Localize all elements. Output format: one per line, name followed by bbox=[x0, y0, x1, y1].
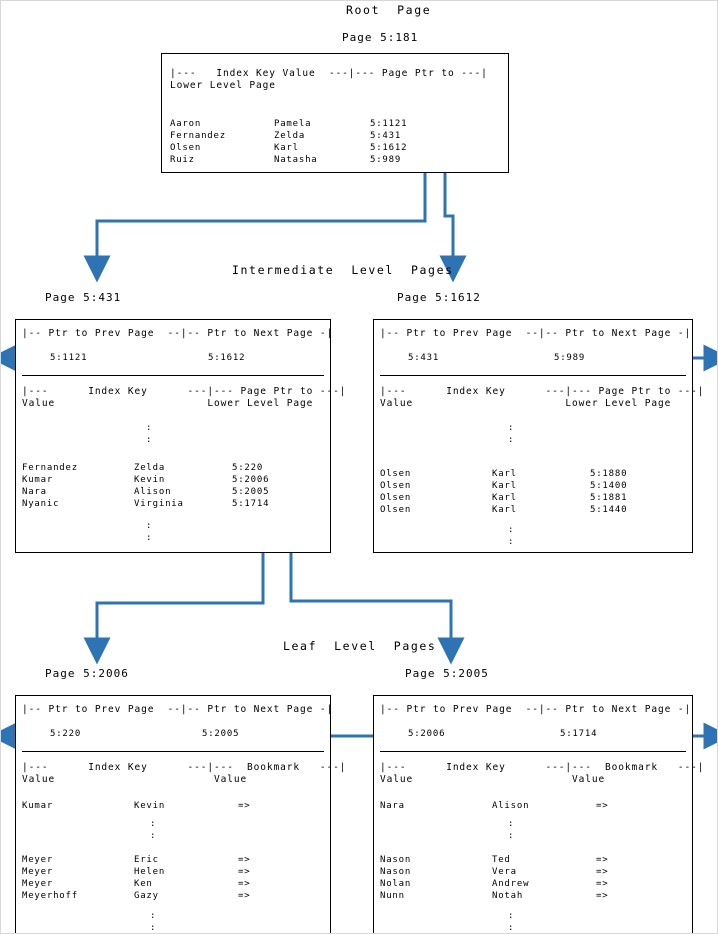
ellipsis-dot: : bbox=[146, 521, 153, 531]
leaf-page-label-1: Page 5:2006 bbox=[45, 667, 129, 680]
index-value: Eric bbox=[134, 855, 159, 865]
divider bbox=[22, 375, 324, 376]
root-row-value: Natasha bbox=[274, 155, 318, 165]
ptr-header: |-- Ptr to Prev Page --|-- Ptr to Next Page -| bbox=[22, 704, 334, 715]
ellipsis-dot: : bbox=[150, 819, 157, 829]
root-row-key: Aaron bbox=[170, 119, 202, 129]
ellipsis-dot: : bbox=[146, 435, 153, 445]
col-header-line1: |--- Index Key ---|--- Bookmark ---| bbox=[22, 762, 347, 773]
bookmark-value[interactable]: => bbox=[596, 867, 609, 877]
index-key: Olsen bbox=[380, 493, 412, 503]
bookmark-value[interactable]: => bbox=[596, 879, 609, 889]
leaf-page-box-1[interactable] bbox=[15, 695, 347, 934]
page-ptr[interactable]: 5:2006 bbox=[232, 475, 270, 485]
ellipsis-dot: : bbox=[146, 423, 153, 433]
prev-page-ptr[interactable]: 5:2006 bbox=[408, 729, 446, 739]
index-value: Vera bbox=[492, 867, 517, 877]
root-row-value: Pamela bbox=[274, 119, 312, 129]
index-value: Kevin bbox=[134, 475, 166, 485]
index-key: Nason bbox=[380, 867, 412, 877]
index-value: Alison bbox=[134, 487, 172, 497]
bookmark-value[interactable]: => bbox=[238, 879, 251, 889]
index-key: Olsen bbox=[380, 469, 412, 479]
index-key: Kumar bbox=[22, 475, 54, 485]
bookmark-value[interactable]: => bbox=[238, 867, 251, 877]
root-row-ptr[interactable]: 5:1612 bbox=[370, 143, 408, 153]
page-ptr[interactable]: 5:220 bbox=[232, 463, 264, 473]
index-key: Nara bbox=[380, 801, 405, 811]
next-page-ptr[interactable]: 5:989 bbox=[554, 353, 586, 363]
index-key: Nolan bbox=[380, 879, 412, 889]
index-key: Kumar bbox=[22, 801, 54, 811]
root-row-ptr[interactable]: 5:431 bbox=[370, 131, 402, 141]
index-key: Olsen bbox=[380, 481, 412, 491]
index-key: Olsen bbox=[380, 505, 412, 515]
index-key: Nyanic bbox=[22, 499, 60, 509]
next-page-ptr[interactable]: 5:1714 bbox=[560, 729, 598, 739]
page-ptr[interactable]: 5:2005 bbox=[232, 487, 270, 497]
index-key: Meyer bbox=[22, 867, 54, 877]
leaf-level-title: Leaf Level Pages bbox=[283, 639, 437, 653]
bookmark-value[interactable]: => bbox=[596, 801, 609, 811]
ellipsis-dot: : bbox=[508, 923, 515, 933]
root-row-ptr[interactable]: 5:989 bbox=[370, 155, 402, 165]
ellipsis-dot: : bbox=[508, 831, 515, 841]
index-value: Gazy bbox=[134, 891, 159, 901]
bookmark-value[interactable]: => bbox=[238, 801, 251, 811]
next-page-ptr[interactable]: 5:2005 bbox=[202, 729, 240, 739]
page-ptr[interactable]: 5:1881 bbox=[590, 493, 628, 503]
index-value: Helen bbox=[134, 867, 166, 877]
prev-page-ptr[interactable]: 5:1121 bbox=[50, 353, 88, 363]
index-value: Karl bbox=[492, 505, 517, 515]
col-header-line2: Value Value bbox=[22, 774, 248, 785]
root-row-value: Zelda bbox=[274, 131, 306, 141]
ellipsis-dot: : bbox=[508, 537, 515, 547]
index-value: Karl bbox=[492, 481, 517, 491]
ellipsis-dot: : bbox=[150, 923, 157, 933]
bookmark-value[interactable]: => bbox=[596, 855, 609, 865]
intermediate-page-label-2: Page 5:1612 bbox=[397, 291, 481, 304]
divider bbox=[22, 751, 324, 752]
index-key: Nunn bbox=[380, 891, 405, 901]
intermediate-page-label-1: Page 5:431 bbox=[45, 291, 122, 304]
bookmark-value[interactable]: => bbox=[596, 891, 609, 901]
index-key: Nara bbox=[22, 487, 47, 497]
root-row-value: Karl bbox=[274, 143, 299, 153]
index-key: Fernandez bbox=[22, 463, 78, 473]
root-page-label: Page 5:181 bbox=[342, 31, 419, 44]
prev-page-ptr[interactable]: 5:431 bbox=[408, 353, 440, 363]
ellipsis-dot: : bbox=[508, 423, 515, 433]
divider bbox=[380, 751, 686, 752]
root-page-header-line1: |--- Index Key Value ---|--- Page Ptr to ---| bbox=[170, 68, 488, 79]
intermediate-page-box-1[interactable] bbox=[15, 319, 347, 553]
root-page-box[interactable] bbox=[161, 53, 509, 173]
ptr-header: |-- Ptr to Prev Page --|-- Ptr to Next Page -| bbox=[380, 328, 692, 339]
root-row-key: Olsen bbox=[170, 143, 202, 153]
col-header-line2: Value Lower Level Page bbox=[22, 398, 314, 409]
index-key: Nason bbox=[380, 855, 412, 865]
ellipsis-dot: : bbox=[508, 435, 515, 445]
index-value: Andrew bbox=[492, 879, 530, 889]
col-header-line1: |--- Index Key ---|--- Bookmark ---| bbox=[380, 762, 705, 773]
intermediate-level-title: Intermediate Level Pages bbox=[232, 263, 454, 277]
ellipsis-dot: : bbox=[150, 831, 157, 841]
page-ptr[interactable]: 5:1880 bbox=[590, 469, 628, 479]
index-value: Kevin bbox=[134, 801, 166, 811]
prev-page-ptr[interactable]: 5:220 bbox=[50, 729, 82, 739]
intermediate-page-box-2[interactable] bbox=[373, 319, 705, 553]
ptr-header: |-- Ptr to Prev Page --|-- Ptr to Next Page -| bbox=[22, 328, 334, 339]
leaf-page-label-2: Page 5:2005 bbox=[405, 667, 489, 680]
index-key: Meyer bbox=[22, 879, 54, 889]
index-key: Meyer bbox=[22, 855, 54, 865]
page-ptr[interactable]: 5:1440 bbox=[590, 505, 628, 515]
root-level-title: Root Page bbox=[346, 3, 432, 17]
ellipsis-dot: : bbox=[146, 533, 153, 543]
root-row-key: Ruiz bbox=[170, 155, 195, 165]
bookmark-value[interactable]: => bbox=[238, 891, 251, 901]
col-header-line2: Value Lower Level Page bbox=[380, 398, 672, 409]
ptr-header: |-- Ptr to Prev Page --|-- Ptr to Next Page -| bbox=[380, 704, 692, 715]
leaf-page-box-2[interactable] bbox=[373, 695, 705, 934]
page-ptr[interactable]: 5:1400 bbox=[590, 481, 628, 491]
col-header-line1: |--- Index Key ---|--- Page Ptr to ---| bbox=[22, 386, 347, 397]
bookmark-value[interactable]: => bbox=[238, 855, 251, 865]
next-page-ptr[interactable]: 5:1612 bbox=[208, 353, 246, 363]
index-value: Virginia bbox=[134, 499, 184, 509]
divider bbox=[380, 375, 686, 376]
index-value: Notah bbox=[492, 891, 524, 901]
index-key: Meyerhoff bbox=[22, 891, 78, 901]
ellipsis-dot: : bbox=[508, 819, 515, 829]
index-value: Karl bbox=[492, 493, 517, 503]
page-ptr[interactable]: 5:1714 bbox=[232, 499, 270, 509]
col-header-line2: Value Value bbox=[380, 774, 606, 785]
index-value: Karl bbox=[492, 469, 517, 479]
root-row-ptr[interactable]: 5:1121 bbox=[370, 119, 408, 129]
col-header-line1: |--- Index Key ---|--- Page Ptr to ---| bbox=[380, 386, 705, 397]
index-value: Alison bbox=[492, 801, 530, 811]
root-page-header-line2: Lower Level Page bbox=[170, 80, 276, 91]
ellipsis-dot: : bbox=[508, 525, 515, 535]
ellipsis-dot: : bbox=[508, 911, 515, 921]
index-value: Ted bbox=[492, 855, 511, 865]
index-value: Zelda bbox=[134, 463, 166, 473]
index-value: Ken bbox=[134, 879, 153, 889]
root-row-key: Fernandez bbox=[170, 131, 226, 141]
ellipsis-dot: : bbox=[150, 911, 157, 921]
